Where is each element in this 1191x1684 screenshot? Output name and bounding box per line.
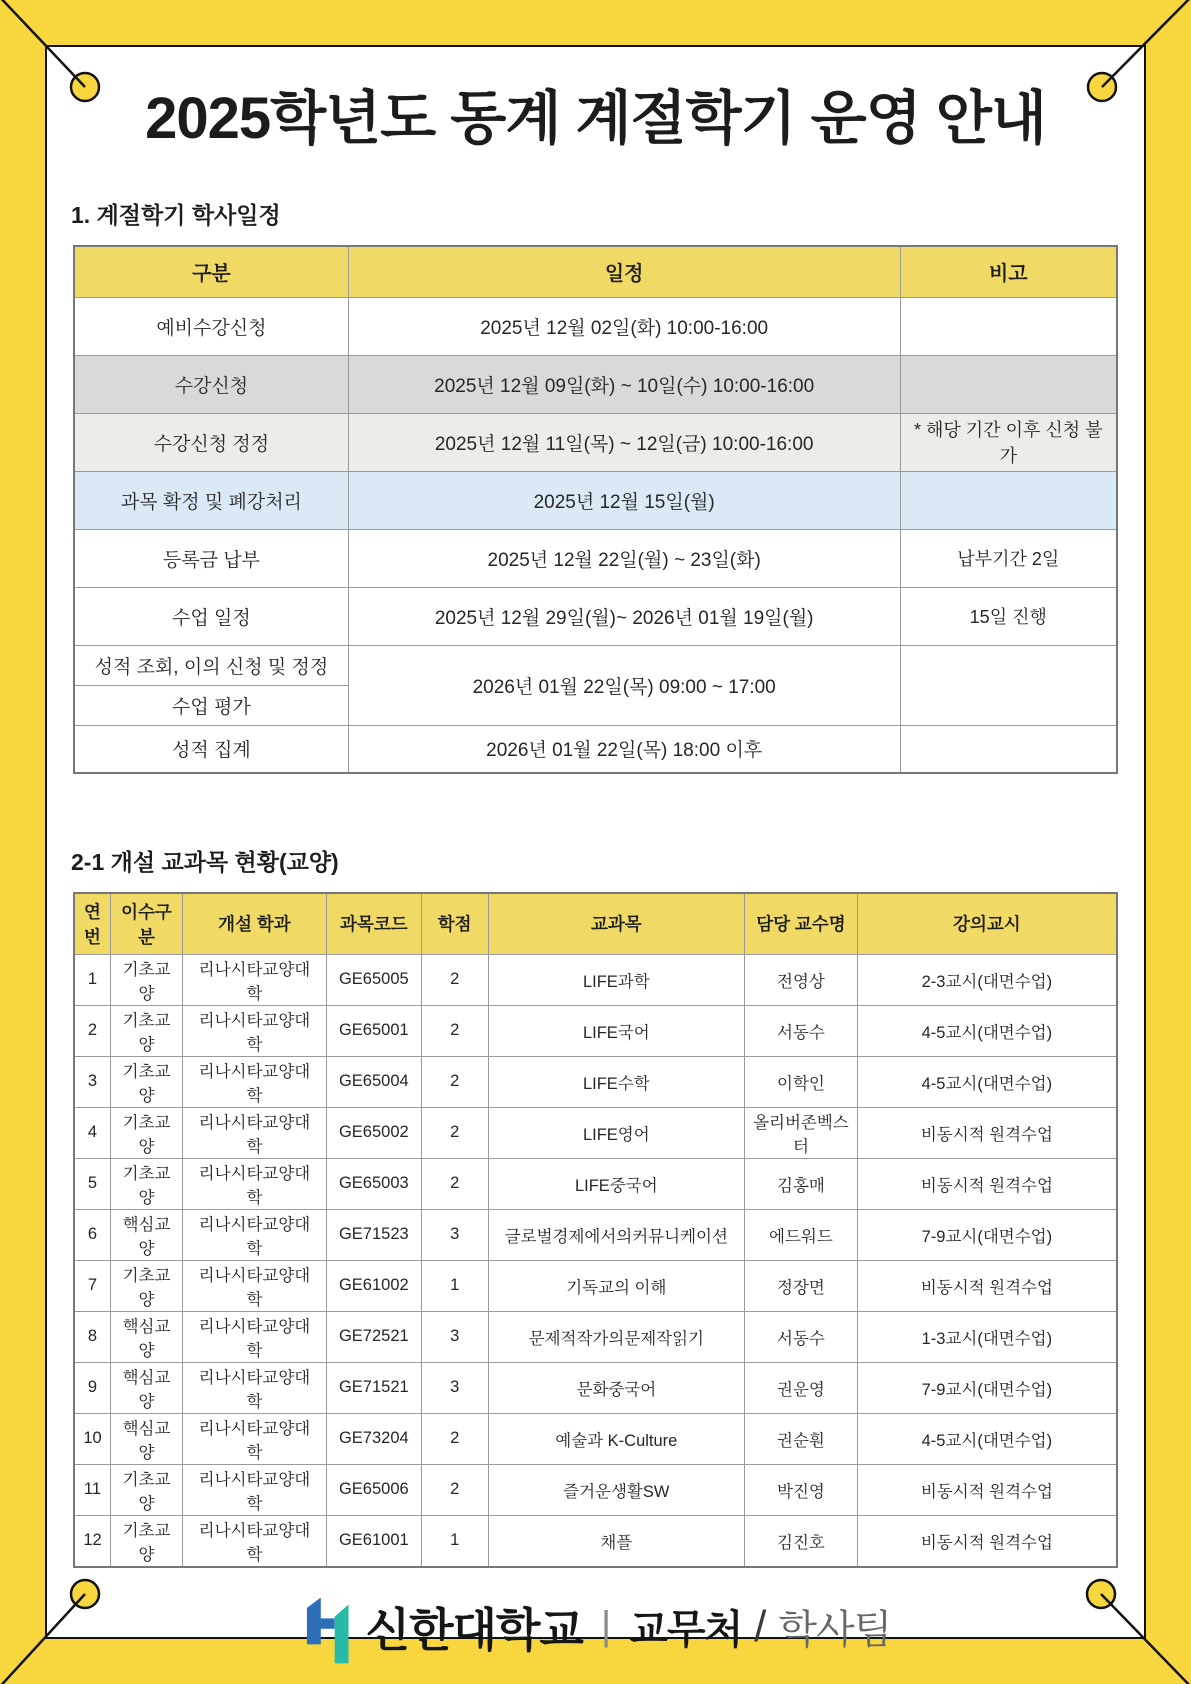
course-period: 7-9교시(대면수업) [857,1362,1117,1413]
course-row [74,1311,1117,1362]
course-credits: 1 [421,1260,488,1311]
course-professor: 이학인 [745,1056,858,1107]
course-name: LIFE영어 [488,1107,745,1158]
schedule-note [900,297,1117,355]
course-code: GE65001 [326,1005,421,1056]
course-row [74,1107,1117,1158]
course-type: 기초교양 [111,1107,183,1158]
course-code: GE72521 [326,1311,421,1362]
course-professor: 권운영 [745,1362,858,1413]
department-name: 교무처 [629,1608,743,1653]
schedule-label: 예비수강신청 [74,297,348,355]
course-professor: 박진영 [745,1464,858,1515]
course-period: 4-5교시(대면수업) [857,1413,1117,1464]
course-professor: 에드워드 [745,1209,858,1260]
course-name: LIFE수학 [488,1056,745,1107]
course-row [74,1005,1117,1056]
course-row [74,1515,1117,1567]
course-credits: 3 [421,1209,488,1260]
footer-divider: | [600,1604,612,1649]
column-header: 학점 [421,893,488,955]
schedule-note: 15일 진행 [900,587,1117,645]
university-name: 신한대학교 [365,1603,583,1656]
course-department: 리나시타교양대학 [182,954,326,1005]
schedule-label: 성적 조회, 이의 신청 및 정정 [74,645,348,685]
course-department: 리나시타교양대학 [182,1413,326,1464]
course-no: 12 [74,1515,111,1567]
course-professor: 김진호 [745,1515,858,1567]
course-code: GE65006 [326,1464,421,1515]
column-header: 비고 [900,246,1117,298]
course-code: GE71521 [326,1362,421,1413]
schedule-date: 2025년 12월 22일(월) ~ 23일(화) [348,529,900,587]
course-code: GE65003 [326,1158,421,1209]
course-type: 핵심교양 [111,1413,183,1464]
schedule-row [74,355,1117,413]
course-code: GE73204 [326,1413,421,1464]
course-type: 기초교양 [111,1464,183,1515]
column-header: 교과목 [488,893,745,955]
column-header: 과목코드 [326,893,421,955]
course-no: 8 [74,1311,111,1362]
course-credits: 2 [421,1056,488,1107]
schedule-label: 수강신청 [74,355,348,413]
course-no: 2 [74,1005,111,1056]
schedule-row [74,471,1117,529]
course-row [74,954,1117,1005]
course-code: GE65002 [326,1107,421,1158]
course-type: 기초교양 [111,1005,183,1056]
course-period: 비동시적 원격수업 [857,1464,1117,1515]
course-credits: 2 [421,1158,488,1209]
schedule-note: * 해당 기간 이후 신청 불가 [900,413,1117,471]
course-no: 1 [74,954,111,1005]
course-department: 리나시타교양대학 [182,1107,326,1158]
schedule-date: 2025년 12월 11일(목) ~ 12일(금) 10:00-16:00 [348,413,900,471]
course-no: 10 [74,1413,111,1464]
section1-heading: 1. 계절학기 학사일정 [71,201,281,228]
course-professor: 올리버존벡스터 [745,1107,858,1158]
course-period: 비동시적 원격수업 [857,1107,1117,1158]
course-professor: 정장면 [745,1260,858,1311]
column-header: 연번 [74,893,111,955]
schedule-row [74,297,1117,355]
schedule-date: 2025년 12월 09일(화) ~ 10일(수) 10:00-16:00 [348,355,900,413]
column-header: 강의교시 [857,893,1117,955]
course-table-body [74,954,1117,1567]
course-row [74,1464,1117,1515]
course-credits: 2 [421,1413,488,1464]
course-period: 비동시적 원격수업 [857,1260,1117,1311]
course-professor: 서동수 [745,1005,858,1056]
poster-panel [45,45,1146,1656]
course-professor: 김홍매 [745,1158,858,1209]
course-period: 2-3교시(대면수업) [857,954,1117,1005]
course-name: LIFE과학 [488,954,745,1005]
schedule-table-body [74,297,1117,773]
course-type: 기초교양 [111,1515,183,1567]
schedule-note [900,645,1117,725]
course-code: GE65005 [326,954,421,1005]
course-no: 6 [74,1209,111,1260]
course-code: GE61001 [326,1515,421,1567]
course-type: 기초교양 [111,954,183,1005]
column-header: 일정 [348,246,900,298]
footer [47,1590,1144,1664]
course-department: 리나시타교양대학 [182,1515,326,1567]
schedule-label: 수업 일정 [74,587,348,645]
course-credits: 2 [421,1005,488,1056]
course-name: LIFE중국어 [488,1158,745,1209]
course-type: 기초교양 [111,1260,183,1311]
schedule-label: 수업 평가 [74,685,348,725]
page-title: 2025학년도 동계 계절학기 운영 안내 [145,86,1046,151]
course-type: 기초교양 [111,1056,183,1107]
university-logo-icon [300,1590,352,1664]
course-name: 즐거운생활SW [488,1464,745,1515]
section2-heading: 2-1 개설 교과목 현황(교양) [71,848,339,875]
course-period: 1-3교시(대면수업) [857,1311,1117,1362]
schedule-date: 2025년 12월 29일(월)~ 2026년 01월 19일(월) [348,587,900,645]
schedule-date: 2025년 12월 15일(월) [348,471,900,529]
course-credits: 1 [421,1515,488,1567]
column-header: 개설 학과 [182,893,326,955]
schedule-table-header [74,246,1117,298]
course-name: 예술과 K-Culture [488,1413,745,1464]
schedule-row [74,529,1117,587]
course-professor: 권순훤 [745,1413,858,1464]
course-credits: 2 [421,1464,488,1515]
course-table-header [74,893,1117,955]
course-credits: 3 [421,1362,488,1413]
course-type: 기초교양 [111,1158,183,1209]
course-row [74,1056,1117,1107]
schedule-note [900,355,1117,413]
header-row [74,246,1117,298]
column-header: 구분 [74,246,348,298]
course-code: GE65004 [326,1056,421,1107]
course-code: GE71523 [326,1209,421,1260]
course-department: 리나시타교양대학 [182,1209,326,1260]
schedule-row [74,587,1117,645]
schedule-note: 납부기간 2일 [900,529,1117,587]
course-credits: 2 [421,954,488,1005]
course-department: 리나시타교양대학 [182,1464,326,1515]
course-no: 4 [74,1107,111,1158]
course-credits: 2 [421,1107,488,1158]
course-row [74,1362,1117,1413]
course-row [74,1260,1117,1311]
course-no: 7 [74,1260,111,1311]
footer-slash: / [754,1601,767,1651]
course-period: 비동시적 원격수업 [857,1158,1117,1209]
course-code: GE61002 [326,1260,421,1311]
course-name: 문제적작가의문제작읽기 [488,1311,745,1362]
schedule-note [900,725,1117,773]
course-row [74,1413,1117,1464]
course-row [74,1158,1117,1209]
course-no: 11 [74,1464,111,1515]
schedule-date: 2026년 01월 22일(목) 18:00 이후 [348,725,900,773]
course-department: 리나시타교양대학 [182,1158,326,1209]
course-department: 리나시타교양대학 [182,1005,326,1056]
course-type: 핵심교양 [111,1311,183,1362]
schedule-row [74,413,1117,471]
course-name: 글로벌경제에서의커뮤니케이션 [488,1209,745,1260]
course-department: 리나시타교양대학 [182,1260,326,1311]
course-professor: 전영상 [745,954,858,1005]
schedule-date: 2025년 12월 02일(화) 10:00-16:00 [348,297,900,355]
course-period: 4-5교시(대면수업) [857,1056,1117,1107]
header-row [74,893,1117,955]
column-header: 이수구분 [111,893,183,955]
schedule-label: 과목 확정 및 폐강처리 [74,471,348,529]
course-period: 비동시적 원격수업 [857,1515,1117,1567]
academic-schedule-table [73,245,1118,774]
schedule-row [74,645,1117,685]
schedule-label: 성적 집계 [74,725,348,773]
course-department: 리나시타교양대학 [182,1311,326,1362]
course-row [74,1209,1117,1260]
schedule-date: 2026년 01월 22일(목) 09:00 ~ 17:00 [348,645,900,725]
course-list-table [73,892,1118,1568]
course-no: 9 [74,1362,111,1413]
schedule-label: 수강신청 정정 [74,413,348,471]
course-type: 핵심교양 [111,1209,183,1260]
course-no: 3 [74,1056,111,1107]
course-department: 리나시타교양대학 [182,1056,326,1107]
course-credits: 3 [421,1311,488,1362]
column-header: 담당 교수명 [745,893,858,955]
course-name: 기독교의 이해 [488,1260,745,1311]
course-name: 문화중국어 [488,1362,745,1413]
schedule-label: 등록금 납부 [74,529,348,587]
team-name: 학사팀 [778,1608,892,1653]
course-type: 핵심교양 [111,1362,183,1413]
course-professor: 서동수 [745,1311,858,1362]
course-no: 5 [74,1158,111,1209]
course-period: 4-5교시(대면수업) [857,1005,1117,1056]
course-name: 채플 [488,1515,745,1567]
course-name: LIFE국어 [488,1005,745,1056]
course-period: 7-9교시(대면수업) [857,1209,1117,1260]
course-department: 리나시타교양대학 [182,1362,326,1413]
schedule-note [900,471,1117,529]
schedule-row [74,725,1117,773]
